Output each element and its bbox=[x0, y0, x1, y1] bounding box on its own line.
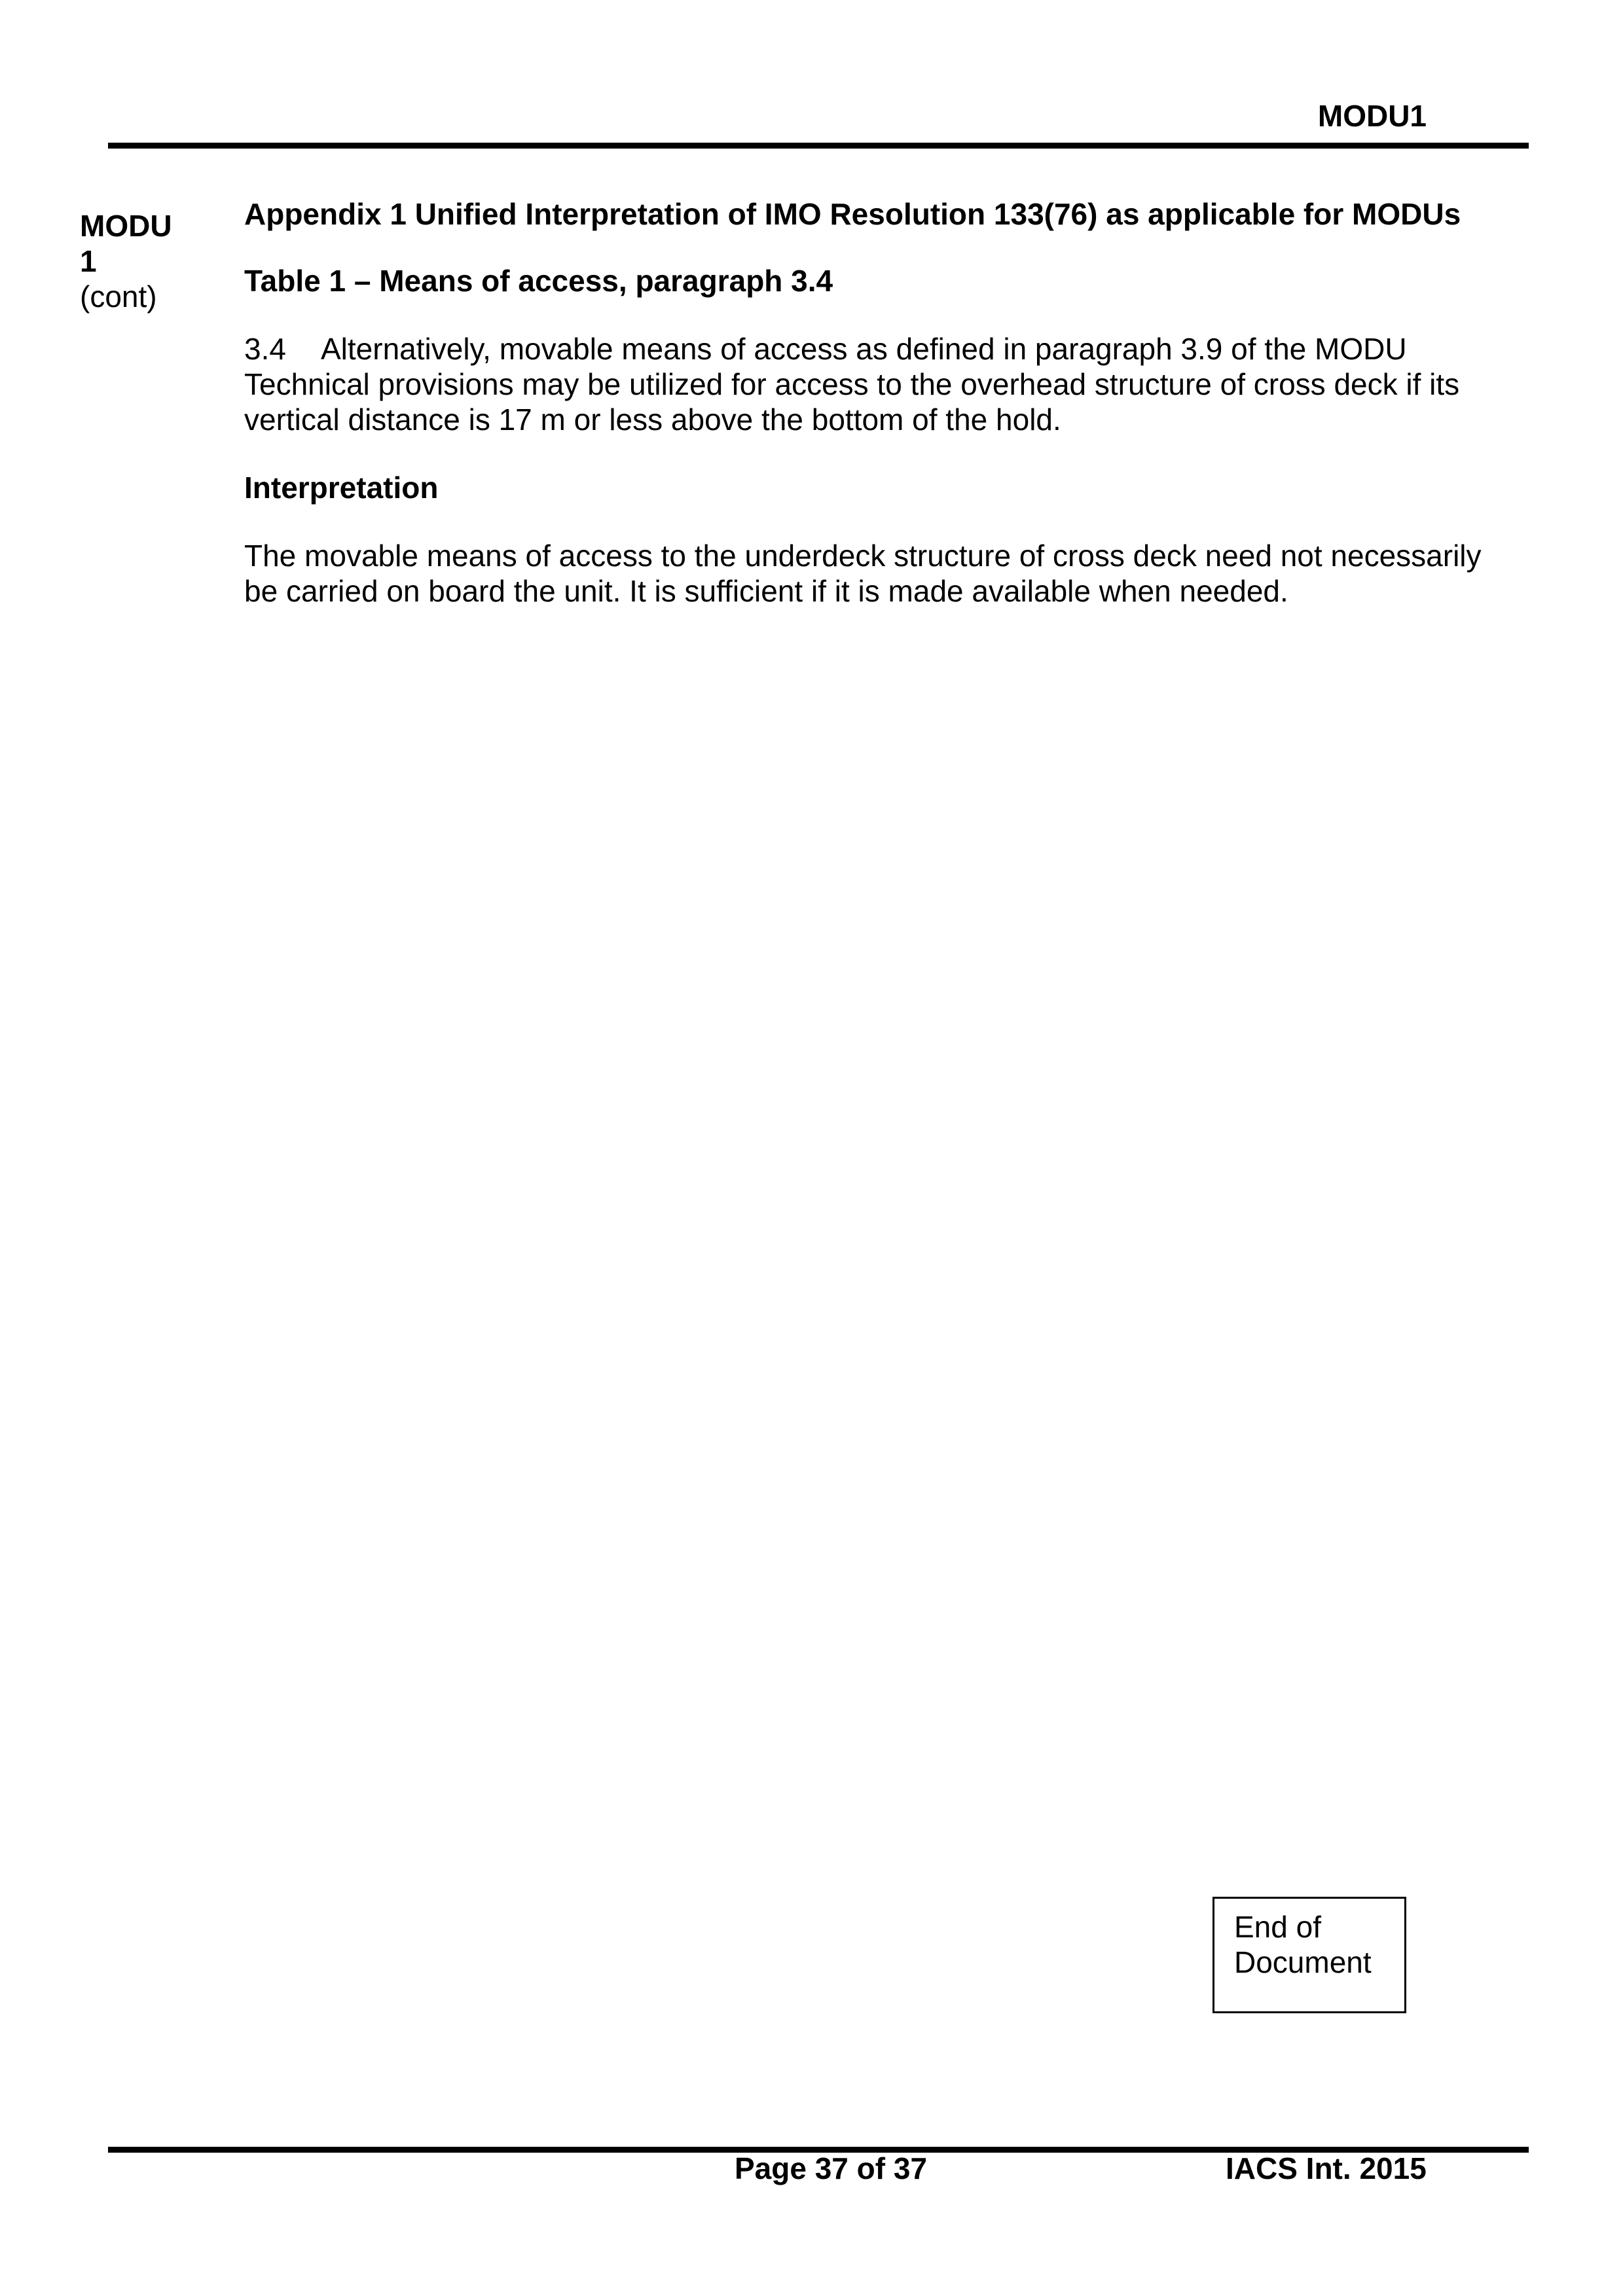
header-rule bbox=[108, 143, 1529, 149]
side-label-line1: MODU bbox=[80, 209, 172, 243]
side-label-line2: 1 bbox=[80, 244, 97, 278]
end-box-line2: Document bbox=[1234, 1945, 1372, 1979]
interpretation-text: The movable means of access to the underdeck structure of cross deck need not necessarily be carried on board the unit. It is sufficient if it is made available when needed. bbox=[244, 539, 1482, 608]
paragraph-number: 3.4 bbox=[244, 332, 286, 366]
appendix-heading: Appendix 1 Unified Interpretation of IMO Resolution 133(76) as applicable for MODUs bbox=[244, 197, 1461, 231]
end-box-line1: End of bbox=[1234, 1910, 1321, 1944]
end-of-document-box bbox=[1213, 1897, 1406, 2013]
document-code: MODU1 bbox=[1317, 99, 1427, 133]
paragraph-text: Alternatively, movable means of access as defined in paragraph 3.9 of the MODU Technical provisions may be utilized for access to the overhead structure of cross deck if its vertical distance is 17 m or less above the bottom of the hold. bbox=[244, 332, 1460, 437]
main-content bbox=[244, 196, 1521, 609]
page-number: Page 37 of 37 bbox=[735, 2151, 928, 2185]
side-label bbox=[80, 208, 185, 314]
table-heading: Table 1 – Means of access, paragraph 3.4 bbox=[244, 264, 833, 298]
footer-organization: IACS Int. 2015 bbox=[1226, 2151, 1427, 2185]
side-label-line3: (cont) bbox=[80, 279, 157, 314]
paragraph-3-4 bbox=[244, 331, 1521, 437]
interpretation-heading: Interpretation bbox=[244, 471, 439, 505]
